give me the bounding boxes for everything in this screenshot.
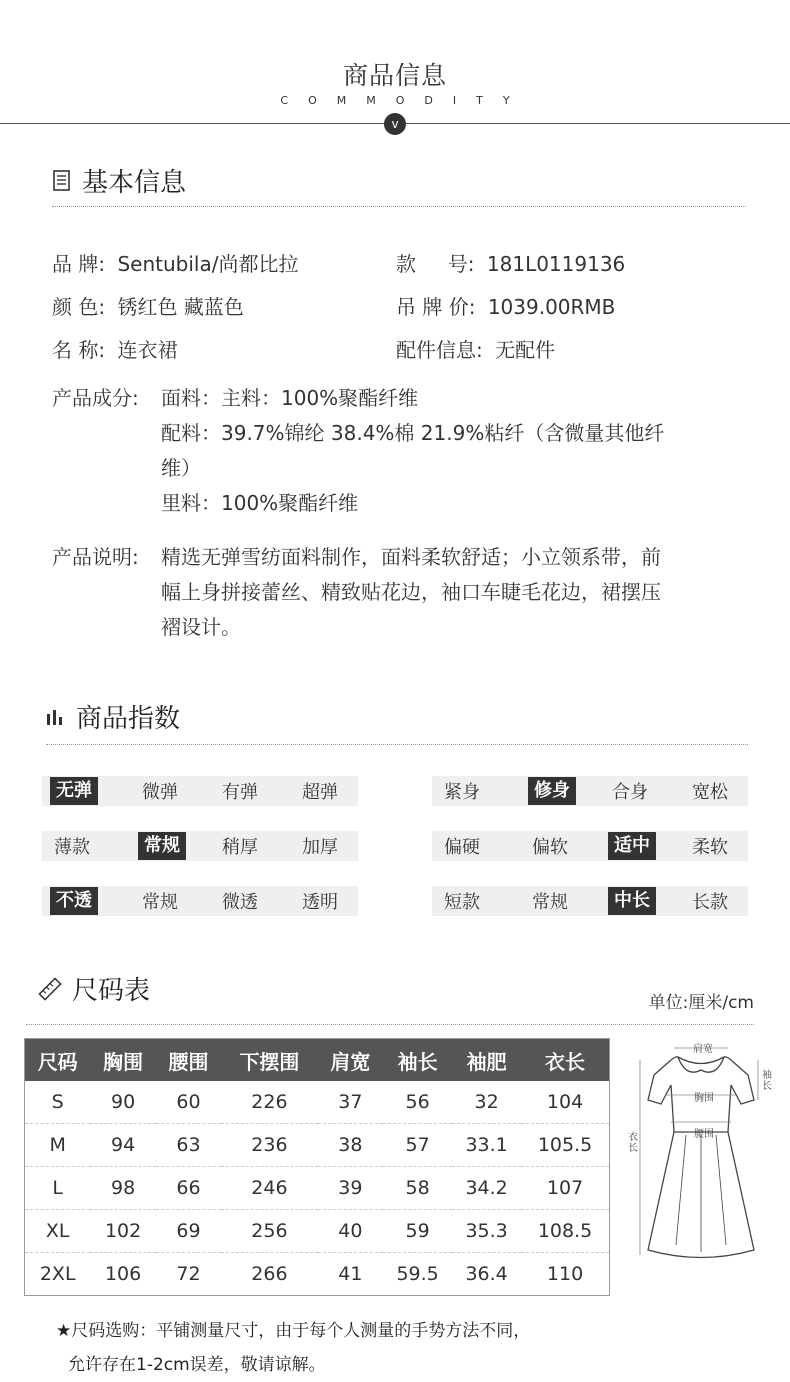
size-cell: 59.5 [383,1253,452,1296]
size-cell: 32 [474,1091,499,1113]
size-cell: 2XL [25,1253,90,1296]
brand-value: Sentubila/尚都比拉 [117,252,299,276]
size-column-header: 腰围 [156,1039,221,1081]
index-option: 短款 [444,892,480,913]
size-cell: 256 [221,1210,318,1253]
size-cell: 107 [521,1167,609,1210]
accessory-label: 配件信息: [396,338,483,362]
index-option: 紧身 [444,782,480,803]
index-bar-left [42,886,358,916]
table-row [25,1167,609,1210]
price-row [396,290,615,325]
index-option: 修身 [528,777,576,805]
basic-info-title: 基本信息 [82,168,187,198]
index-option: 常规 [138,832,186,860]
diagram-chest-label: 胸围 [694,1093,714,1104]
index-bar-right [432,776,748,806]
diagram-sleeve-label: 袖长 [762,1070,772,1092]
table-row [25,1253,609,1296]
size-cell: 105.5 [521,1124,609,1167]
dress-measure-diagram [626,1040,776,1262]
index-option: 不透 [50,887,98,915]
index-option: 薄款 [54,837,90,858]
size-cell: 236 [221,1124,318,1167]
ruler-icon [38,977,62,1001]
size-cell: 36.4 [452,1253,521,1296]
size-cell: 38 [318,1124,383,1167]
diagram-waist-label: 腰围 [694,1129,714,1140]
size-cell: 58 [383,1167,452,1210]
size-cell: 33.1 [452,1124,521,1167]
size-cell: XL [25,1210,90,1253]
size-cell: 37 [338,1091,363,1113]
size-table-frame [24,1038,610,1296]
style-value: 181L0119136 [486,252,626,276]
index-option: 常规 [532,892,568,913]
size-cell: 104 [546,1091,584,1113]
table-row [25,1081,609,1124]
color-value: 锈红色 藏蓝色 [117,295,244,319]
document-list-icon [52,170,72,192]
color-row [52,290,244,325]
size-cell: M [25,1124,90,1167]
unit-label: 单位:厘米/cm [648,993,754,1013]
size-cell: 66 [156,1167,221,1210]
basic-info-heading [52,162,186,199]
index-bar-left [42,831,358,861]
size-cell: 63 [156,1124,221,1167]
size-cell: L [25,1167,90,1210]
index-option: 加厚 [302,837,338,858]
style-label: 款 号: [396,252,475,276]
size-cell: 90 [110,1091,136,1113]
table-row [25,1124,609,1167]
size-cell: 94 [90,1124,155,1167]
index-bar-right [432,831,748,861]
index-option: 常规 [142,892,178,913]
index-option: 微透 [222,892,258,913]
size-column-header: 肩宽 [318,1039,383,1081]
size-cell: 56 [405,1091,430,1113]
accessory-value: 无配件 [495,338,556,362]
size-note [56,1314,530,1382]
page-title: 商品信息 [342,61,447,90]
size-cell: 41 [318,1253,383,1296]
table-row [25,1210,609,1253]
accessory-row [396,333,555,368]
name-value: 连衣裙 [117,338,178,362]
description-block [161,540,731,645]
index-option: 偏硬 [444,837,480,858]
size-cell: 59 [383,1210,452,1253]
bar-chart-icon [46,708,66,726]
index-option: 有弹 [222,782,258,803]
size-column-header: 衣长 [521,1039,609,1081]
size-column-header: 胸围 [90,1039,155,1081]
name-label: 名 称: [52,338,106,362]
page-subtitle: COMMODITY [280,94,530,107]
dotted-divider [46,744,748,745]
index-option: 无弹 [50,777,98,805]
diagram-length-label: 衣长 [628,1132,638,1154]
size-cell: S [51,1091,64,1113]
style-row [396,247,625,282]
size-cell: 69 [156,1210,221,1253]
size-cell: 39 [318,1167,383,1210]
name-row [52,333,177,368]
note-line: ★尺码选购：平铺测量尺寸，由于每个人测量的手势方法不同， [56,1321,531,1341]
size-cell: 102 [90,1210,155,1253]
size-cell: 266 [221,1253,318,1296]
size-heading [38,970,150,1007]
description-line: 褶设计。 [161,615,241,639]
index-option: 偏软 [532,837,568,858]
index-option: 适中 [608,832,656,860]
size-cell: 60 [176,1091,201,1113]
size-column-header: 袖长 [383,1039,452,1081]
index-bar-left [42,776,358,806]
index-option: 稍厚 [222,837,258,858]
diagram-shoulder-label: 肩宽 [693,1044,713,1055]
size-cell: 108.5 [521,1210,609,1253]
composition-line: 维） [161,456,201,480]
index-option: 柔软 [692,837,728,858]
size-column-header: 尺码 [25,1039,90,1081]
note-line: 允许存在1-2cm误差，敬请谅解。 [68,1355,326,1375]
size-title: 尺码表 [72,976,151,1006]
size-cell: 40 [318,1210,383,1253]
size-cell: 35.3 [452,1210,521,1253]
index-heading [46,698,180,735]
size-cell: 72 [156,1253,221,1296]
index-option: 超弹 [302,782,338,803]
size-column-header: 袖肥 [452,1039,521,1081]
description-line: 精选无弹雪纺面料制作，面料柔软舒适；小立领系带，前 [161,545,661,569]
dotted-divider [52,206,746,207]
price-label: 吊 牌 价: [396,295,476,319]
index-option: 合身 [612,782,648,803]
index-option: 宽松 [692,782,728,803]
brand-label: 品 牌: [52,252,106,276]
index-title: 商品指数 [76,704,181,734]
description-label: 产品说明: [52,545,139,569]
chevron-down-icon: v [384,113,406,135]
size-cell: 246 [221,1167,318,1210]
size-column-header: 下摆围 [221,1039,318,1081]
composition-label: 产品成分: [52,386,139,410]
size-cell: 98 [90,1167,155,1210]
composition-block [161,381,721,521]
index-option: 长款 [692,892,728,913]
size-cell: 34.2 [452,1167,521,1210]
index-option: 微弹 [142,782,178,803]
price-value: 1039.00RMB [487,295,616,319]
composition-line: 配料：39.7%锦纶 38.4%棉 21.9%粘纤（含微量其他纤 [161,421,665,445]
description-line: 幅上身拼接蕾丝、精致贴花边，袖口车睫毛花边，裙摆压 [161,580,661,604]
brand-row [52,247,298,282]
size-cell: 57 [383,1124,452,1167]
color-label: 颜 色: [52,295,106,319]
size-cell: 110 [521,1253,609,1296]
index-option: 中长 [608,887,656,915]
composition-line: 里料：100%聚酯纤维 [161,491,359,515]
composition-line: 面料：主料：100%聚酯纤维 [161,386,419,410]
index-option: 透明 [302,892,338,913]
size-cell: 226 [251,1091,288,1113]
dotted-divider [26,1024,754,1025]
index-bar-right [432,886,748,916]
size-cell: 106 [90,1253,155,1296]
size-table [25,1039,609,1295]
